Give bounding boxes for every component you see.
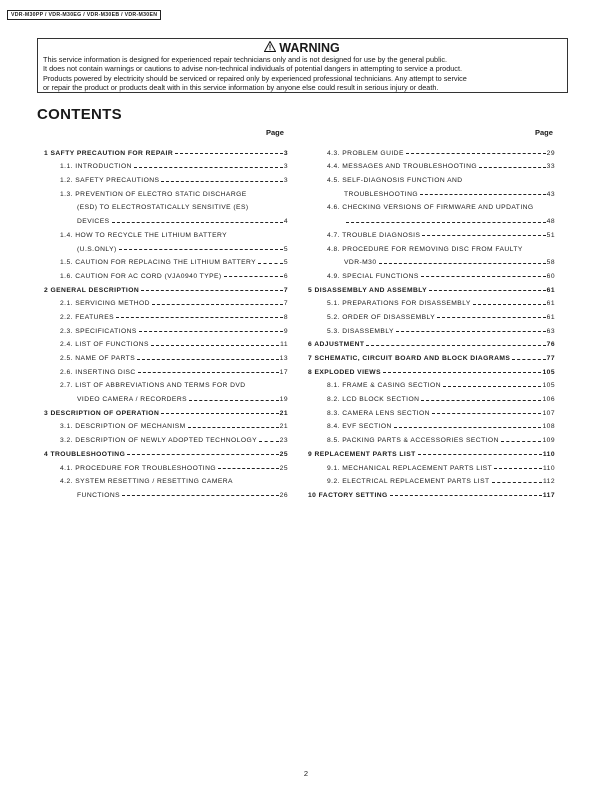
toc-entry[interactable] <box>44 170 288 184</box>
toc-entry-page: 33 <box>546 163 555 171</box>
toc-entry-label: 4.2. SYSTEM RESETTING / RESETTING CAMERA <box>60 478 233 486</box>
toc-entry-page: 4 <box>283 218 288 226</box>
toc-entry-label: 9.1. MECHANICAL REPLACEMENT PARTS LIST <box>327 464 493 472</box>
toc-entry-page: 112 <box>542 478 555 486</box>
toc-entry[interactable] <box>44 321 288 335</box>
toc-entry[interactable] <box>44 239 288 253</box>
toc-leader-line <box>494 468 542 469</box>
toc-leader-line <box>218 468 279 469</box>
toc-entry[interactable] <box>308 321 555 335</box>
toc-leader-line <box>383 372 542 373</box>
toc-entry[interactable] <box>44 253 288 267</box>
toc-entry-label: 1.4. HOW TO RECYCLE THE LITHIUM BATTERY <box>60 231 228 239</box>
toc-entry-page: 61 <box>546 300 555 308</box>
toc-entry[interactable] <box>308 335 555 349</box>
toc-entry[interactable] <box>308 211 555 225</box>
toc-leader-line <box>406 153 546 154</box>
toc-entry-page: 7 <box>283 300 288 308</box>
toc-entry[interactable] <box>44 362 288 376</box>
toc-entry-label: 2.6. INSERTING DISC <box>60 368 136 376</box>
toc-entry-label: 5 DISASSEMBLY AND ASSEMBLY <box>308 286 428 294</box>
toc-entry-label: 4.3. PROBLEM GUIDE <box>327 149 404 157</box>
toc-leader-line <box>188 427 279 428</box>
toc-leader-line <box>420 194 546 195</box>
toc-entry-page: 109 <box>542 437 555 445</box>
toc-entry[interactable] <box>308 294 555 308</box>
toc-entry-label: 4.8. PROCEDURE FOR REMOVING DISC FROM FAULTY <box>327 245 523 253</box>
toc-leader-line <box>492 482 542 483</box>
toc-entry-page: 11 <box>280 341 288 349</box>
toc-entry-page: 61 <box>546 286 555 294</box>
toc-leader-line <box>161 413 278 414</box>
toc-leader-line <box>346 222 546 223</box>
toc-entry[interactable] <box>44 143 288 157</box>
toc-entry-page: 60 <box>546 272 555 280</box>
toc-leader-line <box>122 495 279 496</box>
toc-entry[interactable] <box>308 362 555 376</box>
toc-entry-page: 43 <box>546 190 555 198</box>
toc-leader-line <box>139 331 283 332</box>
toc-leader-line <box>418 454 542 455</box>
toc-leader-line <box>394 427 542 428</box>
warning-title-text: WARNING <box>279 41 340 55</box>
toc-entry[interactable] <box>44 348 288 362</box>
toc-entry-label: 1.6. CAUTION FOR AC CORD (VJA0940 TYPE) <box>60 272 222 280</box>
toc-entry-label: 5.2. ORDER OF DISASSEMBLY <box>327 313 436 321</box>
toc-entry-label: 3 DESCRIPTION OF OPERATION <box>44 409 160 417</box>
toc-leader-line <box>138 372 279 373</box>
toc-entry-label: 4.6. CHECKING VERSIONS OF FIRMWARE AND UPDATING <box>327 204 534 212</box>
toc-entry-label: 1.1. INTRODUCTION <box>60 163 132 171</box>
toc-entry[interactable] <box>44 225 288 239</box>
toc-leader-line <box>151 345 279 346</box>
toc-leader-line <box>429 290 546 291</box>
toc-entry-page: 5 <box>283 245 288 253</box>
toc-entry[interactable] <box>44 444 288 458</box>
toc-entry-label: 8.2. LCD BLOCK SECTION <box>327 396 420 404</box>
toc-leader-line <box>189 400 279 401</box>
toc-entry-page: 77 <box>546 355 555 362</box>
toc-leader-line <box>259 441 279 442</box>
warning-line: or repair the product or products dealt with in this service information by anyone else could result in serious injury or death. <box>43 82 439 92</box>
toc-entry[interactable] <box>308 458 555 472</box>
toc-entry[interactable] <box>308 348 555 362</box>
toc-entry-label: 7 SCHEMATIC, CIRCUIT BOARD AND BLOCK DIAGRAMS <box>308 355 511 362</box>
toc-entry[interactable] <box>44 266 288 280</box>
toc-entry[interactable] <box>44 485 288 499</box>
toc-entry[interactable] <box>308 430 555 444</box>
toc-entry[interactable] <box>308 157 555 171</box>
toc-leader-line <box>112 222 283 223</box>
toc-entry-label: 1 SAFTY PRECAUTION FOR REPAIR <box>44 149 174 157</box>
toc-entry[interactable] <box>44 376 288 390</box>
toc-leader-line <box>116 317 283 318</box>
toc-entry-label: 4.9. SPECIAL FUNCTIONS <box>327 272 419 280</box>
toc-entry-label: 2.7. LIST OF ABBREVIATIONS AND TERMS FOR DVD <box>60 382 246 390</box>
toc-entry-label: 2.3. SPECIFICATIONS <box>60 327 137 335</box>
toc-entry[interactable] <box>308 485 555 499</box>
toc-entry[interactable] <box>44 294 288 308</box>
toc-entry-page: 9 <box>283 327 288 335</box>
toc-leader-line <box>152 304 283 305</box>
toc-right-column <box>308 143 555 499</box>
toc-leader-line <box>432 413 542 414</box>
toc-entry-page: 61 <box>546 313 555 321</box>
toc-entry[interactable] <box>44 184 288 198</box>
toc-entry[interactable] <box>308 143 555 157</box>
toc-entry[interactable] <box>308 403 555 417</box>
warning-line: Products powered by electricity should be serviced or repaired only by experienced professional technicians. Any attempt to service <box>43 73 467 83</box>
toc-leader-line <box>501 441 542 442</box>
toc-leader-line <box>443 386 542 387</box>
toc-entry-page: 3 <box>283 163 288 171</box>
toc-entry[interactable] <box>308 376 555 390</box>
toc-entry-page: 117 <box>542 491 555 499</box>
toc-leader-line <box>175 153 283 154</box>
toc-entry-label: VIDEO CAMERA / RECORDERS <box>77 396 188 404</box>
toc-entry[interactable] <box>308 444 555 458</box>
toc-entry[interactable] <box>44 430 288 444</box>
toc-entry[interactable] <box>44 280 288 294</box>
toc-entry-label: DEVICES <box>77 218 110 226</box>
toc-entry-label: 2.5. NAME OF PARTS <box>60 355 136 362</box>
toc-entry-label: 4.7. TROUBLE DIAGNOSIS <box>327 231 421 239</box>
toc-entry-label: (U.S.ONLY) <box>77 245 117 253</box>
toc-entry-label: 5.1. PREPARATIONS FOR DISASSEMBLY <box>327 300 471 308</box>
toc-entry-page: 17 <box>279 368 288 376</box>
toc-entry-label: 2 GENERAL DESCRIPTION <box>44 286 140 294</box>
warning-line: It does not contain warnings or cautions to advise non-technical individuals of potential dangers in attempting to service a product. <box>43 64 463 74</box>
toc-entry-page: 58 <box>546 259 555 267</box>
toc-entry-label: 4.4. MESSAGES AND TROUBLESHOOTING <box>327 163 477 171</box>
toc-entry-page: 48 <box>546 218 555 226</box>
toc-leader-line <box>421 400 541 401</box>
toc-leader-line <box>127 454 278 455</box>
toc-entry[interactable] <box>44 403 288 417</box>
toc-leader-line <box>137 359 279 360</box>
model-header-tag: VDR-M30PP / VDR-M30EG / VDR-M30EB / VDR-M30EN <box>7 10 161 20</box>
toc-leader-line <box>479 167 546 168</box>
toc-leader-line <box>422 235 545 236</box>
toc-entry[interactable] <box>308 225 555 239</box>
toc-entry-label: 5.3. DISASSEMBLY <box>327 327 394 335</box>
toc-entry-page: 21 <box>279 423 288 431</box>
toc-entry[interactable] <box>44 307 288 321</box>
toc-entry-page: 76 <box>546 341 555 349</box>
toc-entry-page: 105 <box>542 382 555 390</box>
toc-leader-line <box>390 495 542 496</box>
toc-entry-page: 51 <box>546 231 555 239</box>
warning-line: This service information is designed for experienced repair technicians only and is not designed for use by the general public. <box>43 55 447 64</box>
page-column-header-left: Page <box>266 128 284 137</box>
toc-leader-line <box>134 167 283 168</box>
toc-entry[interactable] <box>308 198 555 212</box>
toc-leader-line <box>396 331 546 332</box>
toc-entry-page: 8 <box>283 313 288 321</box>
toc-entry-page: 26 <box>279 491 288 499</box>
toc-leader-line <box>473 304 546 305</box>
warning-triangle-icon <box>264 41 276 55</box>
toc-leader-line <box>421 276 546 277</box>
toc-entry-label: 2.2. FEATURES <box>60 313 115 321</box>
toc-entry-label: 9.2. ELECTRICAL REPLACEMENT PARTS LIST <box>327 478 490 486</box>
toc-entry-label: 3.2. DESCRIPTION OF NEWLY ADOPTED TECHNOLOGY <box>60 437 258 445</box>
toc-entry-label: 4 TROUBLESHOOTING <box>44 450 126 458</box>
toc-entry[interactable] <box>44 335 288 349</box>
toc-leader-line <box>366 345 545 346</box>
toc-entry-page: 108 <box>542 423 555 431</box>
toc-entry[interactable] <box>308 239 555 253</box>
toc-entry-page: 107 <box>542 409 555 417</box>
toc-entry-page: 19 <box>279 396 288 404</box>
toc-entry-page: 25 <box>279 450 288 458</box>
warning-text <box>43 55 561 92</box>
toc-entry-label: 8.5. PACKING PARTS & ACCESSORIES SECTION <box>327 437 499 445</box>
toc-entry-label: FUNCTIONS <box>77 491 121 499</box>
toc-entry-page: 29 <box>546 149 555 157</box>
toc-entry[interactable] <box>44 157 288 171</box>
toc-entry-page: 5 <box>283 259 288 267</box>
toc-entry[interactable] <box>308 266 555 280</box>
toc-entry-page: 6 <box>283 272 288 280</box>
toc-entry[interactable] <box>44 389 288 403</box>
warning-title <box>43 41 561 55</box>
toc-entry-label: 2.4. LIST OF FUNCTIONS <box>60 341 149 349</box>
toc-entry[interactable] <box>308 184 555 198</box>
toc-entry-label: 8.4. EVF SECTION <box>327 423 392 431</box>
toc-entry-page: 63 <box>546 327 555 335</box>
toc-entry-label: 3.1. DESCRIPTION OF MECHANISM <box>60 423 186 431</box>
toc-entry[interactable] <box>308 417 555 431</box>
toc-entry-label: 1.5. CAUTION FOR REPLACING THE LITHIUM BATTERY <box>60 259 257 267</box>
toc-entry[interactable] <box>308 389 555 403</box>
toc-leader-line <box>379 263 546 264</box>
page-number: 2 <box>303 769 309 778</box>
page-column-header-right: Page <box>535 128 553 137</box>
toc-entry-label: 1.3. PREVENTION OF ELECTRO STATIC DISCHARGE <box>60 190 247 198</box>
toc-entry[interactable] <box>308 472 555 486</box>
toc-entry-page: 13 <box>279 355 288 362</box>
toc-leader-line <box>437 317 546 318</box>
toc-entry[interactable] <box>44 417 288 431</box>
toc-entry-label: (ESD) TO ELECTROSTATICALLY SENSITIVE (ES) <box>77 204 249 212</box>
toc-entry-label: 6 ADJUSTMENT <box>308 341 365 349</box>
toc-entry-label: 4.5. SELF-DIAGNOSIS FUNCTION AND <box>327 177 463 185</box>
contents-heading: CONTENTS <box>37 106 122 123</box>
toc-entry-page: 3 <box>283 149 288 157</box>
toc-entry[interactable] <box>44 198 288 212</box>
toc-entry-label: 8.3. CAMERA LENS SECTION <box>327 409 430 417</box>
toc-entry-page: 105 <box>542 368 555 376</box>
toc-entry-page: 110 <box>542 464 555 472</box>
toc-entry[interactable] <box>308 170 555 184</box>
toc-entry-page: 7 <box>283 286 288 294</box>
toc-entry-label: 1.2. SAFETY PRECAUTIONS <box>60 177 160 185</box>
toc-entry-label: 10 FACTORY SETTING <box>308 491 388 499</box>
toc-entry-page: 3 <box>283 177 288 185</box>
toc-entry[interactable] <box>44 211 288 225</box>
warning-box <box>37 38 568 93</box>
toc-entry-page: 23 <box>279 437 288 445</box>
toc-entry-label: 9 REPLACEMENT PARTS LIST <box>308 450 416 458</box>
toc-leader-line <box>258 263 283 264</box>
toc-entry[interactable] <box>44 458 288 472</box>
toc-entry-page: 25 <box>279 464 288 472</box>
toc-entry-label: 8 EXPLODED VIEWS <box>308 368 381 376</box>
toc-leader-line <box>224 276 283 277</box>
toc-entry-label: TROUBLESHOOTING <box>344 190 419 198</box>
toc-entry[interactable] <box>308 307 555 321</box>
toc-leader-line <box>512 359 545 360</box>
toc-entry-label: 8.1. FRAME & CASING SECTION <box>327 382 441 390</box>
toc-entry[interactable] <box>308 280 555 294</box>
toc-left-column <box>44 143 288 499</box>
toc-entry[interactable] <box>308 253 555 267</box>
toc-entry-page: 110 <box>542 450 555 458</box>
toc-entry-page: 21 <box>279 409 288 417</box>
toc-entry-label: 4.1. PROCEDURE FOR TROUBLESHOOTING <box>60 464 217 472</box>
toc-entry[interactable] <box>44 472 288 486</box>
toc-leader-line <box>161 181 282 182</box>
toc-entry-label: VDR-M30 <box>344 259 377 267</box>
toc-entry-label: 2.1. SERVICING METHOD <box>60 300 150 308</box>
toc-leader-line <box>141 290 283 291</box>
toc-leader-line <box>119 249 283 250</box>
toc-entry-page: 106 <box>542 396 555 404</box>
